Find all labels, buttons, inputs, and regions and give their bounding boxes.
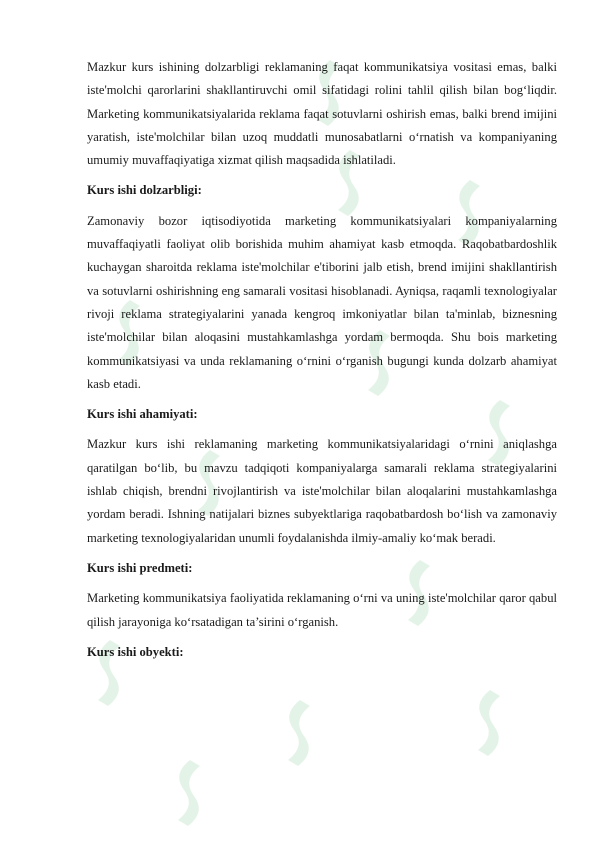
dolzarbligi-paragraph: Zamonaviy bozor iqtisodiyotida marketing kommunikatsiyalari kompaniyalarning muvaffaqiyatli faoliyat olib borishida muhim ahamiyat kasb etmoqda. Raqobatbardoshlik kuchaygan sharoitda reklama iste'molchilar e'tiborini jalb etish, brend imijini shakllantirish va sotuvlarni oshirishning eng samarali vositasi hisoblanadi. Ayniqsa, raqamli texnologiyalar rivoji reklama strategiyalarini yanada kengroq imkoniyatlar bilan ta'minlab, biznesning iste'molchilar bilan aloqasini mustahkamlashga yordam bermoqda. Shu bois marketing kommunikatsiyasi va unda reklamaning o‘rnini o‘rganish bugungi kunda dolzarb ahamiyat kasb etadi. [87,213,557,391]
section-heading-ahamiyati: Kurs ishi ahamiyati: [87,407,198,422]
document-body [87,56,557,671]
intro-paragraph: Mazkur kurs ishining dolzarbligi reklamaning faqat kommunikatsiya vositasi emas, balki iste'molchi qarorlarini shakllantiruvchi omil sifatidagi rolini tahlil qilish bilan bog‘liqdir. Marketing kommunikatsiyalarida reklama faqat sotuvlarni oshirish emas, balki brend imijini yaratish, iste'molchilar bilan uzoq muddatli munosabatlarni o‘rnatish va kompaniyaning umumiy muvaffaqiyatiga xizmat qilish maqsadida ishlatiladi. [87,60,557,168]
section-heading-dolzarbligi: Kurs ishi dolzarbligi: [87,183,202,198]
ahamiyati-paragraph: Mazkur kurs ishi reklamaning marketing kommunikatsiyalaridagi o‘rnini aniqlashga qaratilgan bo‘lib, bu mavzu tadqiqoti kompaniyalarga samarali reklama strategiyalarini ishlab chiqish, brendni rivojlantirish va iste'molchilar bilan aloqalarini mustahkamlashga yordam beradi. Ishning natijalari biznes subyektlariga raqobatbardosh bo‘lish va zamonaviy marketing texnologiyalaridan unumli foydalanishda ilmiy-amaliy ko‘mak beradi. [87,437,557,545]
section-heading-predmeti: Kurs ishi predmeti: [87,560,193,575]
section-heading-obyekti: Kurs ishi obyekti: [87,644,184,659]
predmeti-paragraph: Marketing kommunikatsiya faoliyatida reklamaning o‘rni va uning iste'molchilar qaror qabul qilish jarayoniga ko‘rsatadigan ta’sirini o‘rganish. [87,591,557,629]
